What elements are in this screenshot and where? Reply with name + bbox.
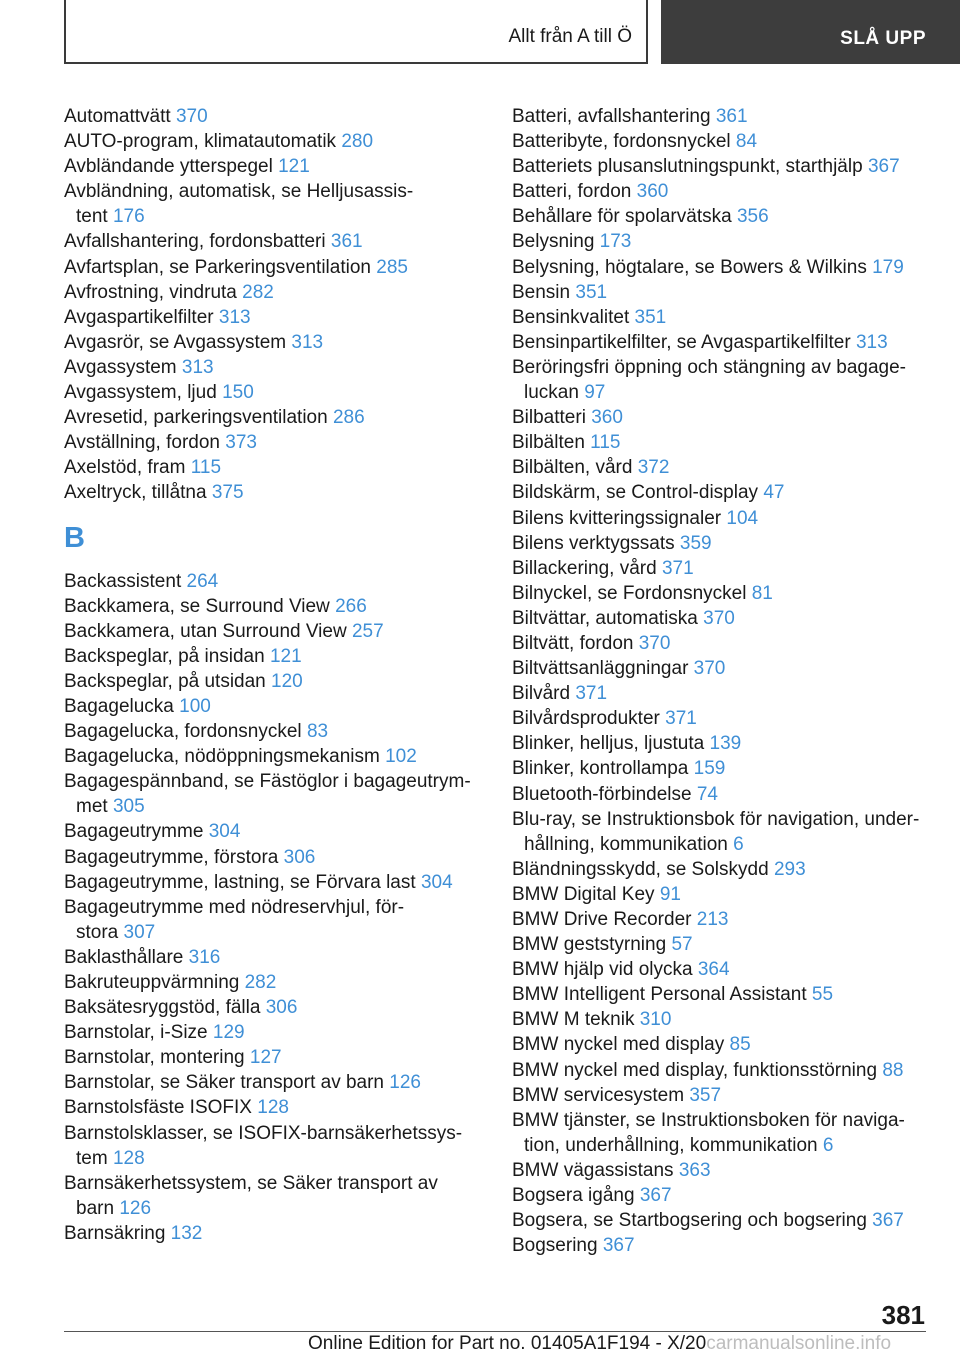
page-link[interactable]: 375 bbox=[211, 482, 244, 504]
page-link[interactable]: 304 bbox=[208, 821, 241, 843]
page-link[interactable]: 264 bbox=[186, 570, 219, 592]
page-link[interactable]: 84 bbox=[735, 131, 758, 153]
page-link[interactable]: 121 bbox=[269, 645, 302, 667]
index-entry bbox=[512, 1183, 932, 1208]
entry-term: AUTO-program, klimatautomatik bbox=[64, 131, 337, 153]
page-link[interactable]: 313 bbox=[181, 356, 214, 378]
entry-term: BMW servicesystem bbox=[512, 1084, 685, 1106]
index-entry bbox=[64, 945, 484, 970]
index-entry bbox=[512, 531, 932, 556]
entry-term: Backkamera, utan Surround View bbox=[64, 620, 347, 642]
entry-term: Barnstolar, se Säker transport av barn bbox=[64, 1072, 384, 1094]
entry-term: Barnstolar, montering bbox=[64, 1047, 245, 1069]
index-entry bbox=[64, 179, 484, 229]
page-link[interactable]: 306 bbox=[265, 997, 298, 1019]
entry-term: BMW M teknik bbox=[512, 1009, 635, 1031]
entry-term: Bagagelucka bbox=[64, 695, 174, 717]
entry-term: Blu-ray, se Instruktionsbok för navigation, under- bbox=[512, 808, 920, 830]
page-link[interactable]: 104 bbox=[726, 507, 759, 529]
index-entry bbox=[64, 694, 484, 719]
index-entry bbox=[512, 1032, 932, 1057]
watermark: carmanualsonline.info bbox=[706, 1333, 892, 1354]
page-link[interactable]: 213 bbox=[696, 909, 729, 930]
entry-term: Beröringsfri öppning och stängning av bagage- bbox=[512, 356, 906, 378]
page-link[interactable]: 115 bbox=[190, 457, 222, 479]
index-entry bbox=[512, 807, 932, 857]
page-link[interactable]: 121 bbox=[278, 156, 310, 178]
index-entry bbox=[512, 1233, 932, 1258]
page-link[interactable]: 6 bbox=[733, 833, 744, 855]
index-entry bbox=[512, 882, 932, 907]
page-link[interactable]: 286 bbox=[332, 407, 365, 429]
entry-term: Bilbälten, vård bbox=[512, 457, 633, 479]
index-entry bbox=[64, 594, 484, 619]
page-link[interactable]: 364 bbox=[697, 959, 730, 981]
entry-term: Bländningsskydd, se Solskydd bbox=[512, 858, 769, 880]
page-link[interactable]: 367 bbox=[867, 156, 900, 178]
page-link[interactable]: 81 bbox=[751, 582, 773, 604]
page-link[interactable]: 57 bbox=[671, 934, 693, 956]
index-entry bbox=[64, 669, 484, 694]
index-entry bbox=[64, 355, 484, 380]
page-link[interactable]: 370 bbox=[638, 632, 671, 654]
entry-term: Axelstöd, fram bbox=[64, 457, 186, 479]
entry-term: Billackering, vård bbox=[512, 557, 657, 579]
entry-term: BMW vägassistans bbox=[512, 1159, 674, 1181]
page-link[interactable]: 115 bbox=[590, 432, 621, 454]
entry-term-continuation: stora bbox=[76, 921, 119, 943]
entry-term-continuation: tent bbox=[76, 206, 108, 228]
page-link[interactable]: 6 bbox=[822, 1134, 834, 1156]
index-entry bbox=[512, 957, 932, 982]
index-letter-heading: B bbox=[64, 521, 85, 554]
entry-term: Blinker, helljus, ljustuta bbox=[512, 733, 705, 755]
index-entry bbox=[512, 782, 932, 807]
lookup-button[interactable] bbox=[661, 0, 960, 64]
index-entry bbox=[64, 1070, 484, 1095]
index-entry bbox=[512, 455, 932, 480]
index-entry bbox=[64, 229, 484, 254]
entry-term: Blinker, kontrollampa bbox=[512, 758, 689, 780]
page-link[interactable]: 55 bbox=[811, 984, 834, 1006]
index-entry bbox=[64, 305, 484, 330]
page-link[interactable]: 83 bbox=[306, 721, 329, 743]
entry-term: Bagagespännband, se Fästöglor i bagageutrym- bbox=[64, 771, 471, 793]
entry-term-continuation: barn bbox=[76, 1197, 115, 1219]
entry-term: Biltvättar, automatiska bbox=[512, 607, 698, 629]
entry-term: Bagageutrymme bbox=[64, 821, 204, 843]
page-link[interactable]: 359 bbox=[679, 532, 712, 554]
index-entry bbox=[512, 204, 932, 229]
page-link[interactable]: 132 bbox=[170, 1222, 203, 1244]
index-entry bbox=[512, 907, 932, 932]
index-entry bbox=[64, 1020, 484, 1045]
entry-term: BMW geststyrning bbox=[512, 934, 667, 956]
page-link[interactable]: 159 bbox=[693, 758, 726, 780]
entry-term-continuation: hållning, kommunikation bbox=[524, 833, 728, 855]
entry-term: BMW nyckel med display, funktionsstörning bbox=[512, 1059, 878, 1081]
page-link[interactable]: 357 bbox=[689, 1084, 722, 1106]
page-link[interactable]: 91 bbox=[659, 883, 681, 905]
entry-term: Bagagelucka, nödöppningsmekanism bbox=[64, 746, 380, 768]
index-entry bbox=[512, 857, 932, 882]
entry-term: Biltvätt, fordon bbox=[512, 632, 634, 654]
index-entry bbox=[64, 719, 484, 744]
index-entry bbox=[64, 970, 484, 995]
page-link[interactable]: 100 bbox=[179, 695, 211, 717]
entry-term: Bagageutrymme, förstora bbox=[64, 846, 279, 868]
entry-term: Bensinpartikelfilter, se Avgaspartikelfilter bbox=[512, 331, 851, 353]
entry-term: Baksätesryggstöd, fälla bbox=[64, 997, 261, 1019]
page-link[interactable]: 150 bbox=[222, 382, 254, 404]
index-entry bbox=[64, 480, 484, 505]
index-entry bbox=[512, 581, 932, 606]
entry-term: Avbländande ytterspegel bbox=[64, 156, 273, 178]
index-entry bbox=[64, 644, 484, 669]
entry-term: BMW Drive Recorder bbox=[512, 909, 692, 930]
entry-term: Automattvätt bbox=[64, 106, 171, 127]
page-link[interactable]: 361 bbox=[715, 106, 748, 127]
entry-term: Avfrostning, vindruta bbox=[64, 281, 237, 303]
entry-term: Avställning, fordon bbox=[64, 432, 220, 454]
page-link[interactable]: 280 bbox=[341, 131, 374, 153]
page-link[interactable]: 370 bbox=[693, 658, 726, 680]
page-link[interactable]: 306 bbox=[283, 846, 316, 868]
index-entry bbox=[64, 255, 484, 280]
entry-term: Barnstolsklasser, se ISOFIX-barnsäkerhetssys- bbox=[64, 1122, 463, 1144]
entry-term: Belysning bbox=[512, 231, 595, 253]
entry-term: Bilbälten bbox=[512, 432, 585, 454]
entry-term: Barnstolar, i-Size bbox=[64, 1022, 208, 1044]
page-link[interactable]: 367 bbox=[602, 1235, 635, 1257]
index-entry bbox=[64, 280, 484, 305]
page-number: 381 bbox=[881, 1300, 925, 1330]
page-link[interactable]: 370 bbox=[703, 607, 735, 629]
footer-divider bbox=[64, 1331, 926, 1332]
index-entry bbox=[64, 1171, 484, 1221]
index-entry bbox=[64, 744, 484, 769]
entry-term: Barnsäkring bbox=[64, 1222, 166, 1244]
entry-term-continuation: luckan bbox=[524, 382, 579, 404]
page-link[interactable]: 129 bbox=[212, 1022, 245, 1044]
entry-term: Backspeglar, på insidan bbox=[64, 645, 265, 667]
index-entry bbox=[64, 129, 484, 154]
entry-term: Avgassystem, ljud bbox=[64, 382, 217, 404]
index-entry bbox=[512, 556, 932, 581]
index-entry bbox=[512, 104, 932, 129]
index-entry bbox=[64, 895, 484, 945]
index-entry bbox=[512, 154, 932, 179]
entry-term: Bilens kvitteringssignaler bbox=[512, 507, 722, 529]
index-entry bbox=[64, 1121, 484, 1171]
edition-text: Online Edition for Part no. 01405A1F194 - X/20 bbox=[308, 1333, 707, 1354]
index-entry bbox=[64, 455, 484, 480]
page-link[interactable]: 367 bbox=[639, 1185, 672, 1207]
index-entry bbox=[512, 1083, 932, 1108]
entry-term: Bogsera, se Startbogsering och bogsering bbox=[512, 1210, 867, 1232]
index-entry bbox=[512, 932, 932, 957]
entry-term: Avgassystem bbox=[64, 356, 177, 378]
index-column-left bbox=[64, 104, 484, 1246]
header-title-tab[interactable] bbox=[64, 0, 648, 64]
page-link[interactable]: 361 bbox=[330, 231, 363, 253]
footer-edition bbox=[308, 1333, 891, 1355]
entry-term: BMW Intelligent Personal Assistant bbox=[512, 984, 807, 1006]
page-link[interactable]: 126 bbox=[389, 1072, 421, 1094]
page-link[interactable]: 304 bbox=[420, 871, 453, 893]
index-entry bbox=[64, 430, 484, 455]
page-link[interactable]: 102 bbox=[385, 746, 417, 768]
page-link[interactable]: 88 bbox=[882, 1059, 904, 1081]
page-link[interactable]: 128 bbox=[112, 1147, 145, 1169]
page-link[interactable]: 127 bbox=[249, 1047, 282, 1069]
index-entry bbox=[64, 154, 484, 179]
page-link[interactable]: 305 bbox=[112, 796, 145, 818]
entry-term: Bagageutrymme med nödreservhjul, för- bbox=[64, 896, 405, 918]
entry-term: BMW hjälp vid olycka bbox=[512, 959, 693, 981]
page-link[interactable]: 313 bbox=[855, 331, 888, 353]
page-link[interactable]: 316 bbox=[188, 946, 221, 968]
page-link[interactable]: 266 bbox=[335, 595, 367, 617]
index-entry bbox=[512, 1108, 932, 1158]
page-link[interactable]: 370 bbox=[175, 106, 208, 127]
index-entry bbox=[64, 104, 484, 129]
entry-term: Bluetooth-förbindelse bbox=[512, 783, 692, 805]
page-link[interactable]: 128 bbox=[257, 1097, 289, 1119]
entry-term: Avgaspartikelfilter bbox=[64, 306, 214, 328]
page-link[interactable]: 372 bbox=[637, 457, 670, 479]
entry-term: Bogsering bbox=[512, 1235, 598, 1257]
entry-term: Behållare för spolarvätska bbox=[512, 206, 732, 228]
index-entry bbox=[512, 506, 932, 531]
page-link[interactable]: 313 bbox=[291, 331, 324, 353]
index-entry bbox=[512, 656, 932, 681]
entry-term: Avgasrör, se Avgassystem bbox=[64, 331, 287, 353]
index-entry bbox=[512, 179, 932, 204]
index-entry bbox=[512, 1058, 932, 1083]
index-entry bbox=[64, 330, 484, 355]
entry-term: Backspeglar, på utsidan bbox=[64, 670, 266, 692]
entry-term: Bensin bbox=[512, 281, 571, 303]
entry-term: Barnstolsfäste ISOFIX bbox=[64, 1097, 252, 1119]
entry-term: BMW Digital Key bbox=[512, 883, 655, 905]
entry-term: Bilvård bbox=[512, 683, 571, 705]
entry-term: Bagagelucka, fordonsnyckel bbox=[64, 721, 302, 743]
page-link[interactable]: 371 bbox=[661, 557, 694, 579]
index-entry bbox=[512, 405, 932, 430]
entry-term: Bogsera igång bbox=[512, 1185, 635, 1207]
page-link[interactable]: 126 bbox=[119, 1197, 152, 1219]
page-link[interactable]: 310 bbox=[639, 1009, 672, 1031]
entry-term: Bensinkvalitet bbox=[512, 306, 630, 328]
entry-term: Axeltryck, tillåtna bbox=[64, 482, 207, 504]
index-entry bbox=[512, 1007, 932, 1032]
entry-term: Backkamera, se Surround View bbox=[64, 595, 330, 617]
page-link[interactable]: 282 bbox=[244, 972, 277, 993]
page-link[interactable]: 360 bbox=[636, 181, 669, 203]
page-link[interactable]: 293 bbox=[773, 858, 806, 880]
entry-term: Batteribyte, fordonsnyckel bbox=[512, 131, 731, 153]
index-entry bbox=[512, 129, 932, 154]
index-entry bbox=[512, 631, 932, 656]
index-entry bbox=[512, 606, 932, 631]
index-entry bbox=[64, 995, 484, 1020]
entry-term: Bilbatteri bbox=[512, 407, 586, 429]
index-entry bbox=[512, 1208, 932, 1233]
page-link[interactable]: 173 bbox=[599, 231, 632, 253]
index-entry bbox=[64, 619, 484, 644]
index-entry bbox=[64, 569, 484, 594]
entry-term: Baklasthållare bbox=[64, 946, 184, 968]
index-column-right bbox=[512, 104, 932, 1258]
page-link[interactable]: 47 bbox=[763, 482, 785, 504]
entry-term: BMW nyckel med display bbox=[512, 1034, 725, 1056]
index-entry bbox=[512, 982, 932, 1007]
page-link[interactable]: 307 bbox=[123, 921, 156, 943]
entry-term: BMW tjänster, se Instruktionsboken för naviga- bbox=[512, 1109, 905, 1131]
page-link[interactable]: 373 bbox=[225, 432, 257, 454]
entry-term: Biltvättsanläggningar bbox=[512, 658, 689, 680]
page-link[interactable]: 371 bbox=[575, 683, 608, 705]
page-link[interactable]: 179 bbox=[872, 256, 904, 278]
index-entry bbox=[512, 355, 932, 405]
index-entry bbox=[512, 255, 932, 280]
entry-term: Bilnyckel, se Fordonsnyckel bbox=[512, 582, 747, 604]
entry-term: Batteri, avfallshantering bbox=[512, 106, 711, 127]
index-entry bbox=[512, 706, 932, 731]
index-entry bbox=[64, 1045, 484, 1070]
page-link[interactable]: 356 bbox=[736, 206, 769, 228]
index-entry bbox=[64, 380, 484, 405]
page-link[interactable]: 313 bbox=[218, 306, 251, 328]
page-link[interactable]: 371 bbox=[665, 708, 697, 730]
page-link[interactable]: 120 bbox=[271, 670, 303, 692]
page-link[interactable]: 351 bbox=[575, 281, 608, 303]
entry-term-continuation: tem bbox=[76, 1147, 108, 1169]
entry-term-continuation: tion, underhållning, kommunikation bbox=[524, 1134, 818, 1156]
index-entry bbox=[512, 756, 932, 781]
page-link[interactable]: 97 bbox=[584, 382, 606, 404]
index-entry bbox=[64, 769, 484, 819]
entry-term: Backassistent bbox=[64, 570, 182, 592]
entry-term: Avfallshantering, fordonsbatteri bbox=[64, 231, 326, 253]
index-entry bbox=[64, 405, 484, 430]
entry-term: Bilens verktygssats bbox=[512, 532, 675, 554]
page-link[interactable]: 367 bbox=[872, 1210, 904, 1232]
page-link[interactable]: 360 bbox=[591, 407, 623, 429]
index-entry bbox=[64, 1221, 484, 1246]
index-entry bbox=[512, 229, 932, 254]
entry-term-continuation: met bbox=[76, 796, 108, 818]
page-link[interactable]: 363 bbox=[678, 1159, 711, 1181]
index-entry bbox=[64, 1095, 484, 1120]
entry-term: Bildskärm, se Control-display bbox=[512, 482, 759, 504]
entry-term: Belysning, högtalare, se Bowers & Wilkins bbox=[512, 256, 867, 278]
index-entry bbox=[64, 845, 484, 870]
entry-term: Barnsäkerhetssystem, se Säker transport av bbox=[64, 1172, 438, 1194]
index-entry bbox=[512, 480, 932, 505]
page-link[interactable]: 74 bbox=[696, 783, 718, 805]
page-link[interactable]: 282 bbox=[242, 281, 274, 303]
page-link[interactable]: 351 bbox=[634, 306, 667, 328]
entry-term: Bakruteuppvärmning bbox=[64, 972, 240, 993]
page-link[interactable]: 285 bbox=[376, 256, 408, 278]
entry-term: Batteriets plusanslutningspunkt, starthjälp bbox=[512, 156, 863, 178]
index-entry bbox=[512, 430, 932, 455]
entry-term: Batteri, fordon bbox=[512, 181, 632, 203]
page-link[interactable]: 85 bbox=[729, 1034, 751, 1056]
lookup-button-label: SLÅ UPP bbox=[840, 28, 926, 49]
page-link[interactable]: 139 bbox=[709, 733, 742, 755]
index-entry bbox=[512, 1158, 932, 1183]
entry-term: Bagageutrymme, lastning, se Förvara last bbox=[64, 871, 416, 893]
index-entry bbox=[64, 819, 484, 844]
entry-term: Avbländning, automatisk, se Helljusassis- bbox=[64, 181, 414, 203]
entry-term: Bilvårdsprodukter bbox=[512, 708, 660, 730]
page-link[interactable]: 257 bbox=[351, 620, 384, 642]
index-entry bbox=[512, 330, 932, 355]
entry-term: Avresetid, parkeringsventilation bbox=[64, 407, 328, 429]
header-title: Allt från A till Ö bbox=[508, 26, 632, 47]
index-entry bbox=[512, 681, 932, 706]
index-entry bbox=[512, 731, 932, 756]
index-entry bbox=[512, 305, 932, 330]
index-entry bbox=[64, 870, 484, 895]
index-entry bbox=[512, 280, 932, 305]
page-link[interactable]: 176 bbox=[112, 206, 145, 228]
entry-term: Avfartsplan, se Parkeringsventilation bbox=[64, 256, 371, 278]
